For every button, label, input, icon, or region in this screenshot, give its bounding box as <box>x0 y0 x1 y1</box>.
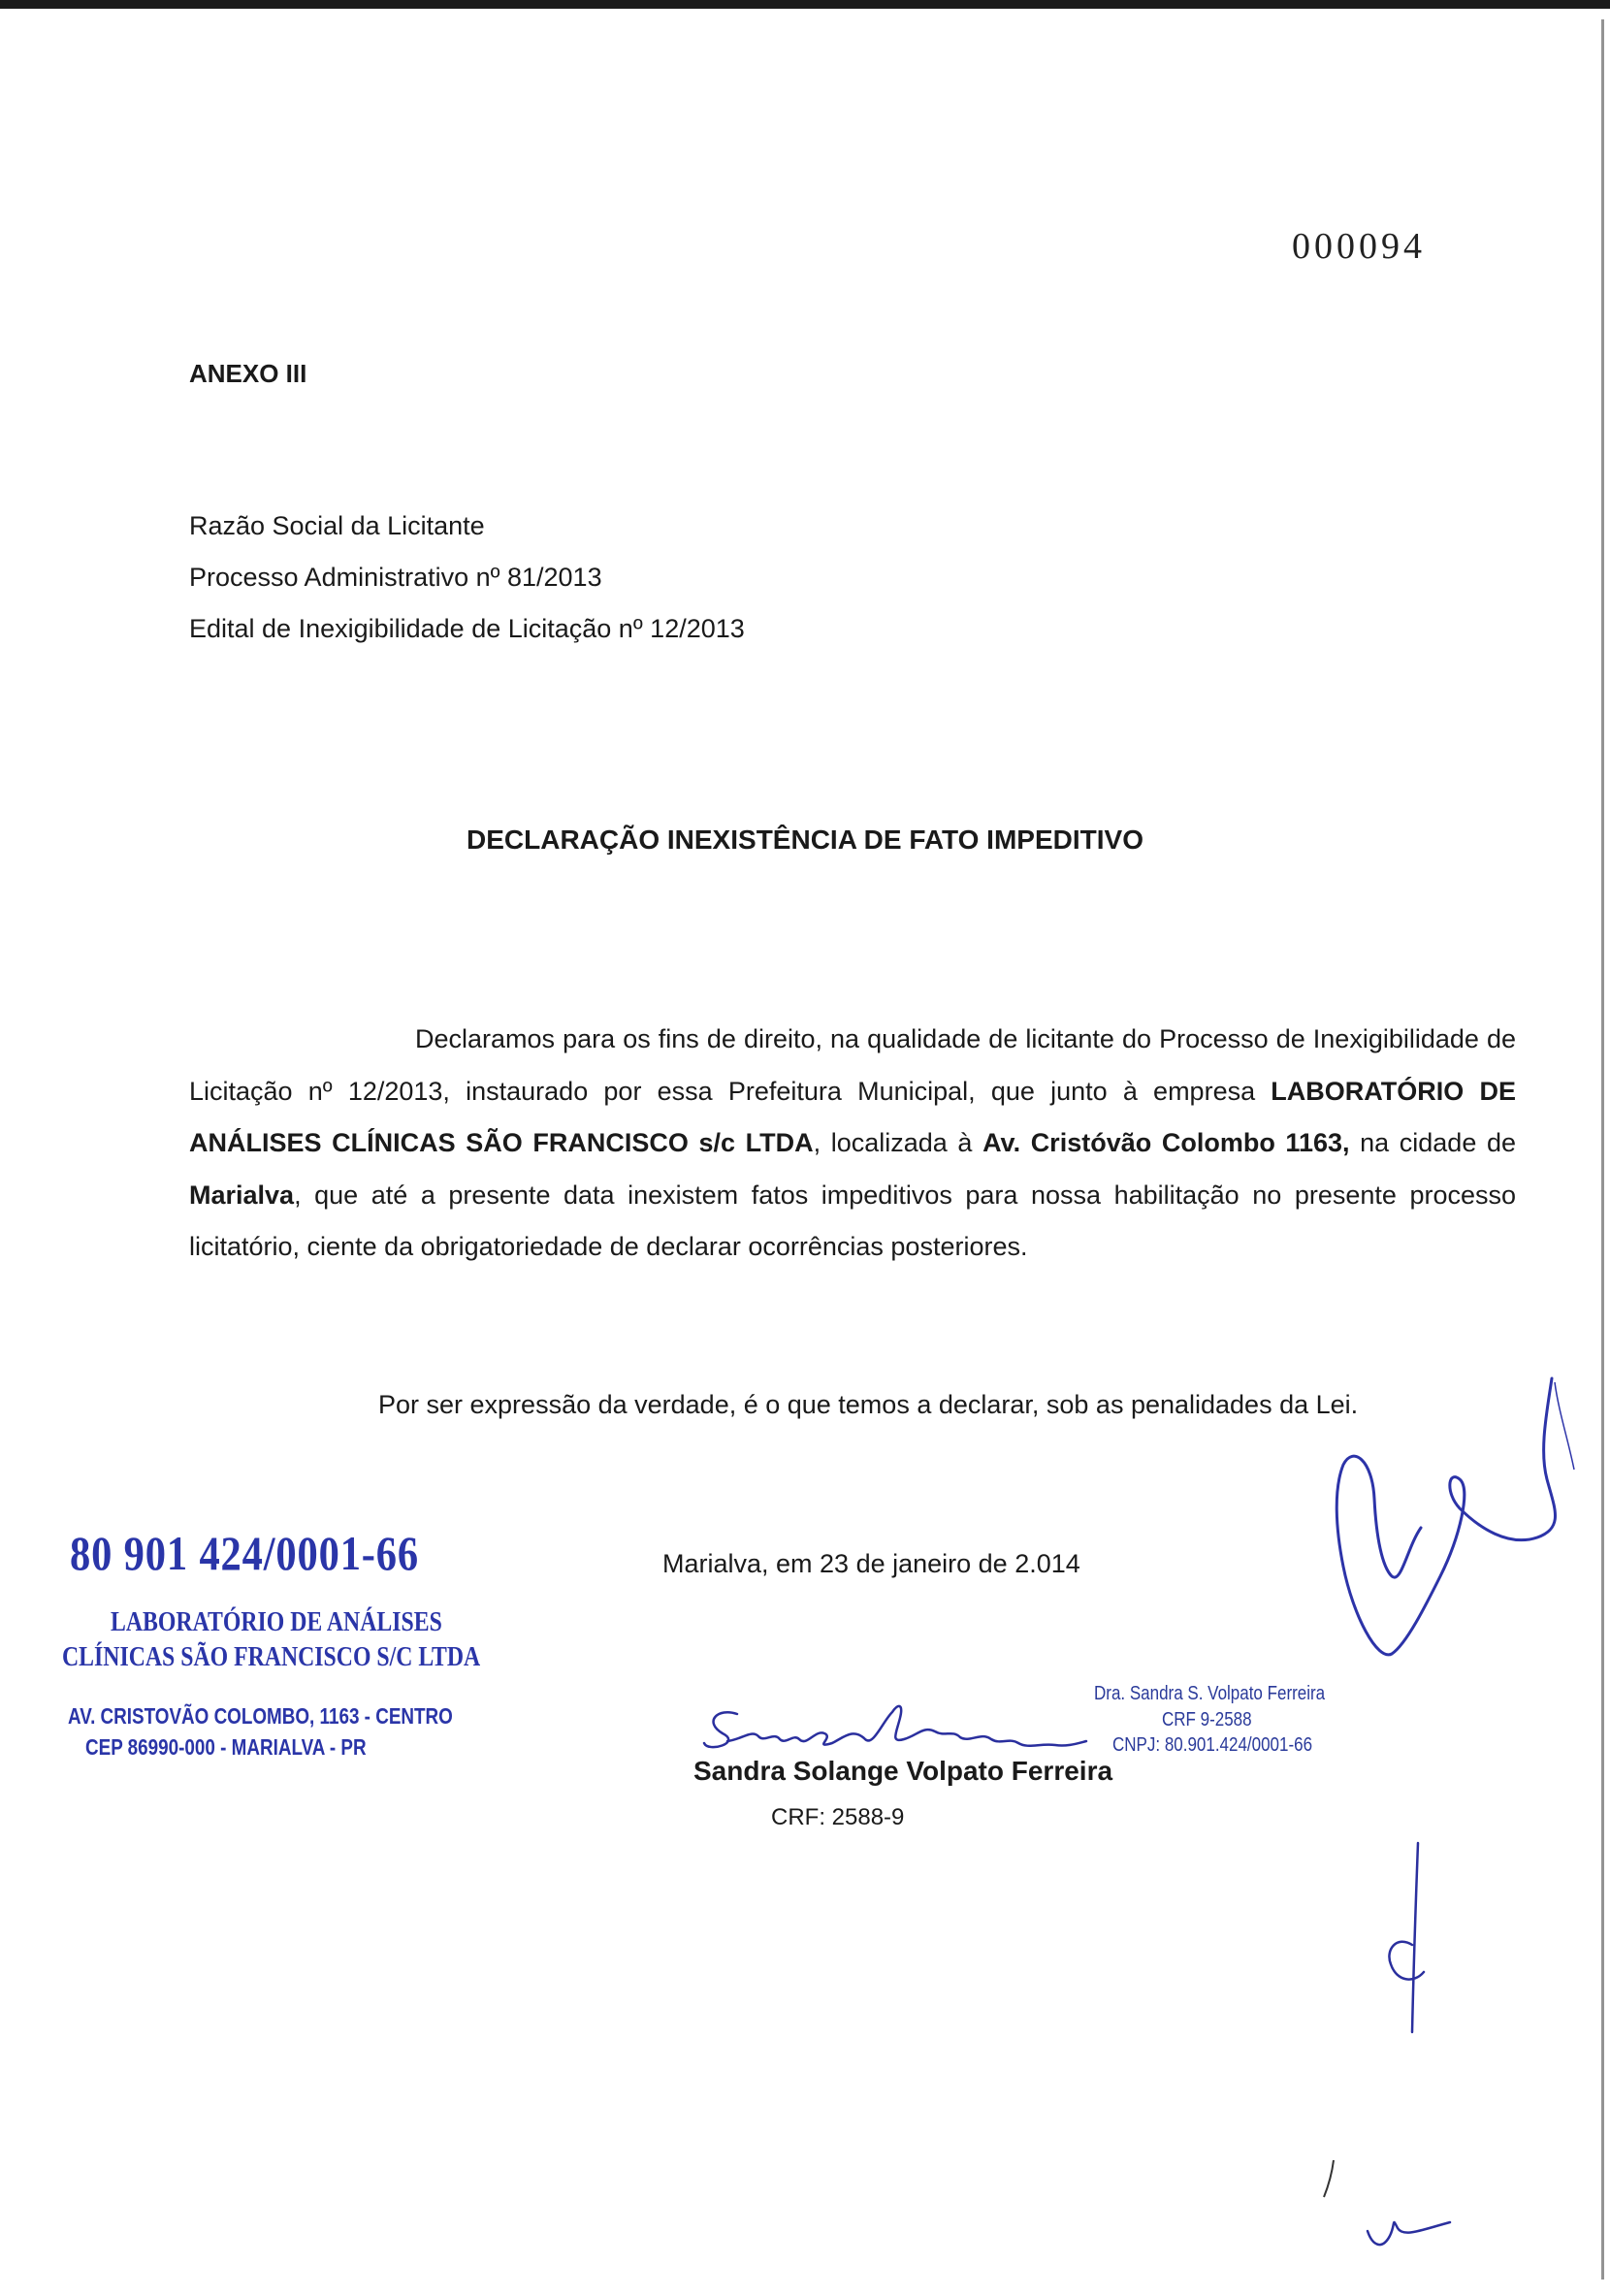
stamp-company-line-2: CLÍNICAS SÃO FRANCISCO S/C LTDA <box>62 1641 481 1672</box>
header-process-number: Processo Administrativo nº 81/2013 <box>189 563 602 592</box>
stamp-company-line-1: LABORATÓRIO DE ANÁLISES <box>111 1606 442 1637</box>
rubric-signature-large <box>1314 1373 1576 1673</box>
stamp-cep-line: CEP 86990-000 - MARIALVA - PR <box>85 1734 367 1760</box>
closing-statement: Por ser expressão da verdade, é o que temos a declarar, sob as penalidades da Lei. <box>378 1390 1359 1419</box>
city-name: Marialva <box>189 1180 295 1210</box>
crf-stamp-cnpj: CNPJ: 80.901.424/0001-66 <box>1112 1734 1313 1756</box>
date-line: Marialva, em 23 de janeiro de 2.014 <box>662 1549 1080 1578</box>
page-number: 000094 <box>1292 226 1426 267</box>
rubric-initials <box>1368 1838 1455 2042</box>
company-name: LABORATÓRIO DE ANÁLISES CLÍNICAS SÃO FRANCISCO s/c LTDA <box>189 1076 1516 1157</box>
crf-stamp-number: CRF 9-2588 <box>1162 1709 1252 1730</box>
company-address: Av. Cristóvão Colombo 1163, <box>982 1128 1350 1157</box>
body-text-4: , que até a presente data inexistem fatos impeditivos para nossa habilitação no presente processo licitatório, ciente da obrigatoriedade de declarar ocorrências posteriores. <box>189 1180 1516 1261</box>
signer-name: Sandra Solange Volpato Ferreira <box>693 1756 1113 1786</box>
declaration-paragraph <box>189 1014 1516 1274</box>
signer-crf: CRF: 2588-9 <box>771 1804 905 1830</box>
document-title: DECLARAÇÃO INEXISTÊNCIA DE FATO IMPEDITIVO <box>467 825 1143 855</box>
scan-top-border <box>0 0 1610 9</box>
scan-right-border <box>1601 19 1604 2280</box>
body-text-2: , localizada à <box>813 1128 983 1157</box>
body-text-1: Declaramos para os fins de direito, na qualidade de licitante do Processo de Inexigibilidade de Licitação nº 12/2013, instaurado por essa Prefeitura Municipal, que junto à empresa <box>189 1024 1516 1106</box>
stamp-address-line: AV. CRISTOVÃO COLOMBO, 1163 - CENTRO <box>68 1703 453 1729</box>
body-text-3: na cidade de <box>1349 1128 1516 1157</box>
crf-stamp-name: Dra. Sandra S. Volpato Ferreira <box>1094 1683 1326 1704</box>
header-company-name: Razão Social da Licitante <box>189 511 485 540</box>
annex-heading: ANEXO III <box>189 359 307 388</box>
bottom-initial-mark <box>1314 2149 1460 2255</box>
header-edital-number: Edital de Inexigibilidade de Licitação nº 12/2013 <box>189 614 745 643</box>
stamp-cnpj: 80 901 424/0001-66 <box>70 1526 420 1580</box>
